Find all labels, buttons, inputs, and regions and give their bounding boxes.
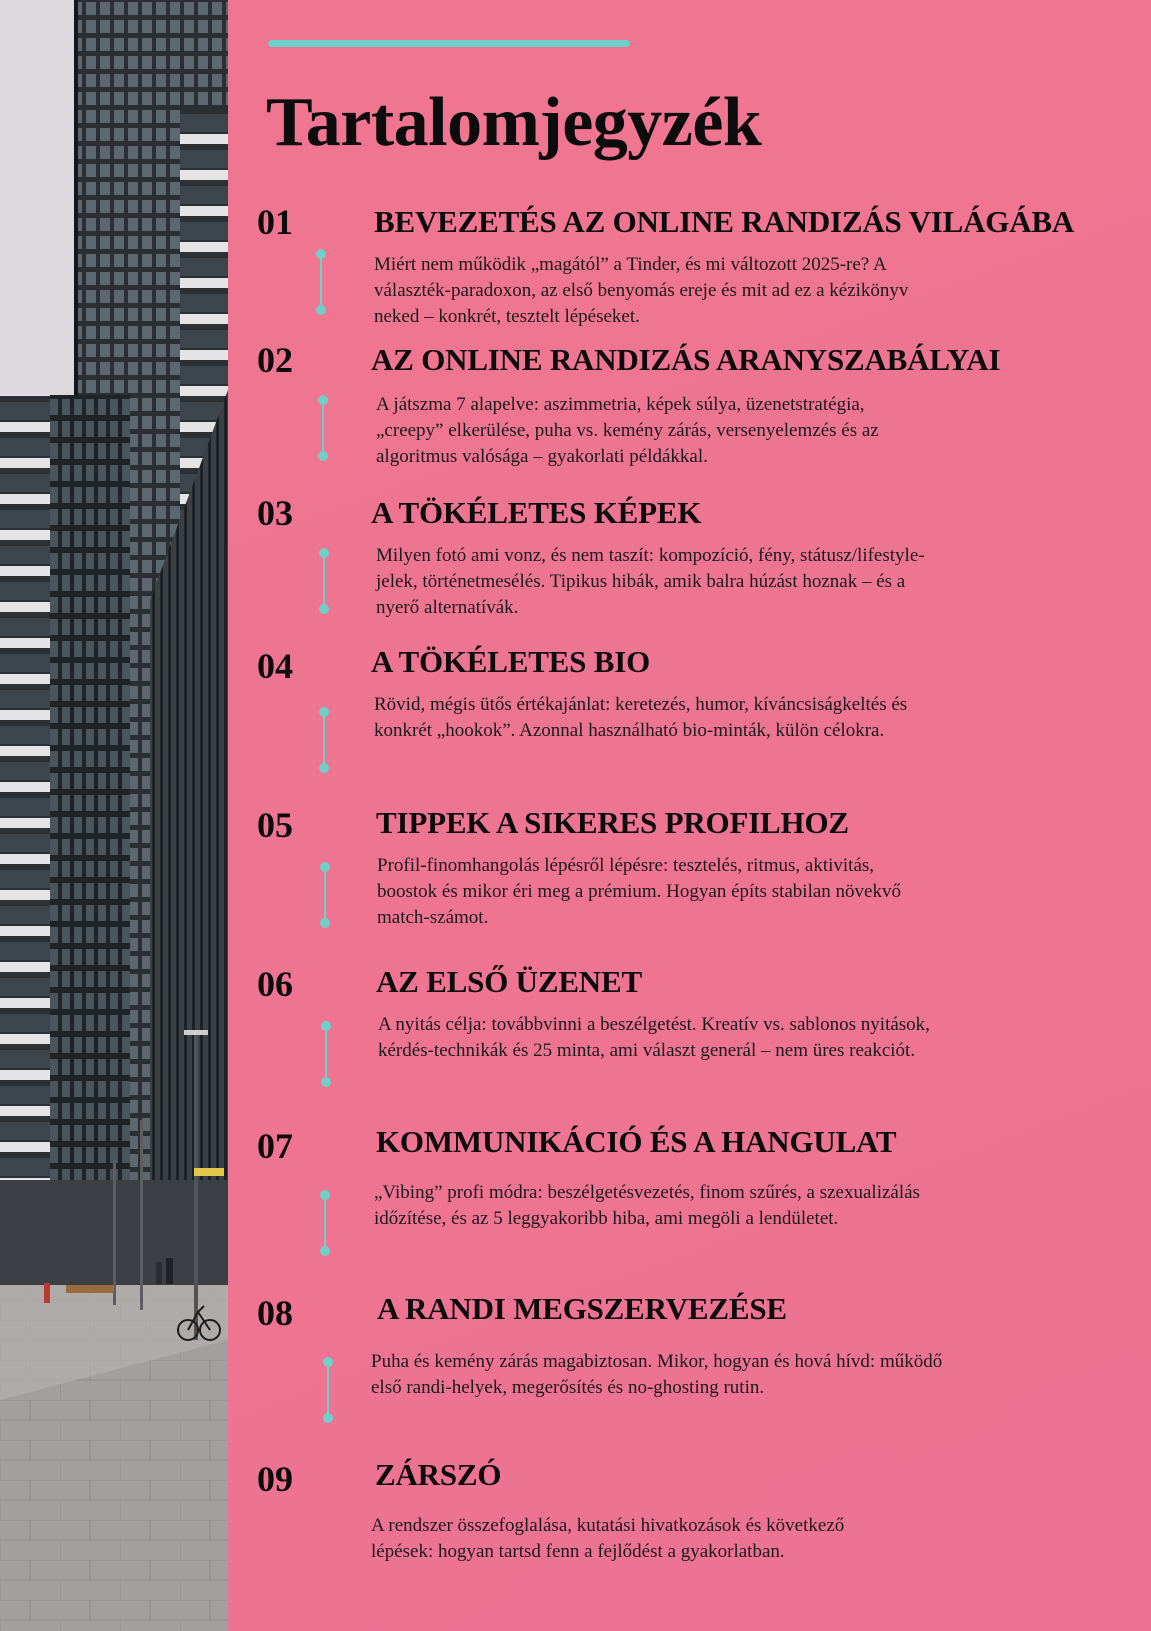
entry-description: „Vibing” profi módra: beszélgetésvezetés, finom szűrés, a szexualizálás időzítése, és az 5 leggyakoribb hiba, ami megöli a lendületet. [374, 1182, 920, 1229]
entry-heading: KOMMUNIKÁCIÓ ÉS A HANGULAT [376, 1124, 897, 1159]
building-photo [0, 0, 228, 1631]
entry-heading: A RANDI MEGSZERVEZÉSE [377, 1291, 787, 1326]
entry-description: A rendszer összefoglalása, kutatási hivatkozások és következő lépések: hogyan tartsd fenn a fejlődést a gyakorlatban. [371, 1515, 845, 1562]
entry-description: A nyitás célja: továbbvinni a beszélgetést. Kreatív vs. sablonos nyitások, kérdés-technikák és 25 minta, ami választ generál – nem üres reakciót. [378, 1014, 930, 1061]
timeline-connector [323, 1357, 333, 1423]
timeline-connector [319, 548, 329, 614]
entry-description: Milyen fotó ami vonz, és nem taszít: kompozíció, fény, státusz/lifestyle-jelek, történetmesélés. Tipikus hibák, amik balra húzást hoznak – és a nyerő alternatívák. [376, 545, 925, 618]
entry-description: Profil-finomhangolás lépésről lépésre: tesztelés, ritmus, aktivitás, boostok és mikor éri meg a prémium. Hogyan építs stabilan növekvő match-számot. [377, 855, 901, 928]
entry-number: 05 [257, 805, 293, 845]
timeline-connector [318, 395, 328, 461]
entry-heading: ZÁRSZÓ [375, 1457, 502, 1492]
timeline-connector [321, 1021, 331, 1087]
timeline-line [327, 1362, 329, 1418]
timeline-dot [316, 305, 326, 315]
timeline-line [324, 1195, 326, 1251]
timeline-dot [323, 1413, 333, 1423]
timeline-connector [320, 1190, 330, 1256]
entry-number: 03 [257, 493, 293, 533]
entry-heading: AZ ONLINE RANDIZÁS ARANYSZABÁLYAI [371, 342, 1001, 377]
timeline-dot [320, 918, 330, 928]
entry-heading: A TÖKÉLETES KÉPEK [371, 495, 702, 530]
timeline-line [325, 1026, 327, 1082]
timeline-line [322, 400, 324, 456]
entry-number: 07 [257, 1126, 293, 1166]
timeline-connector [316, 249, 326, 315]
entry-number: 06 [257, 964, 293, 1004]
entry-number: 02 [257, 340, 293, 380]
timeline-line [323, 712, 325, 768]
timeline-line [324, 867, 326, 923]
toc-page [228, 0, 1151, 1631]
timeline-dot [319, 763, 329, 773]
timeline-connector [319, 707, 329, 773]
entry-heading: A TÖKÉLETES BIO [371, 644, 650, 679]
entry-heading: AZ ELSŐ ÜZENET [376, 964, 642, 999]
timeline-dot [318, 451, 328, 461]
entry-number: 04 [257, 646, 293, 686]
timeline-connector [320, 862, 330, 928]
entry-number: 08 [257, 1293, 293, 1333]
entry-description: Puha és kemény zárás magabiztosan. Mikor, hogyan és hová hívd: működő első randi-helyek, megerősítés és no-ghosting rutin. [371, 1351, 943, 1398]
timeline-dot [319, 604, 329, 614]
timeline-line [323, 553, 325, 609]
accent-bar [268, 40, 630, 47]
timeline-dot [320, 1246, 330, 1256]
entry-heading: BEVEZETÉS AZ ONLINE RANDIZÁS VILÁGÁBA [374, 204, 1075, 239]
timeline-dot [321, 1077, 331, 1087]
timeline-line [320, 254, 322, 310]
entry-description: Rövid, mégis ütős értékajánlat: keretezés, humor, kíváncsiságkeltés és konkrét „hookok”. Azonnal használható bio-minták, külön célokra. [374, 694, 908, 741]
entry-description: Miért nem működik „magától” a Tinder, és mi változott 2025-re? A választék-paradoxon, az első benyomás ereje és mit ad ez a kézikönyv neked – konkrét, tesztelt lépéseket. [374, 254, 909, 327]
entry-number: 09 [257, 1459, 293, 1499]
entry-description: A játszma 7 alapelve: aszimmetria, képek súlya, üzenetstratégia, „creepy” elkerülése, puha vs. kemény zárás, versenyelemzés és az algoritmus valósága – gyakorlati példákkal. [376, 394, 879, 467]
entry-heading: TIPPEK A SIKERES PROFILHOZ [376, 805, 849, 840]
entry-number: 01 [257, 202, 293, 242]
page-title: Tartalomjegyzék [266, 84, 762, 161]
